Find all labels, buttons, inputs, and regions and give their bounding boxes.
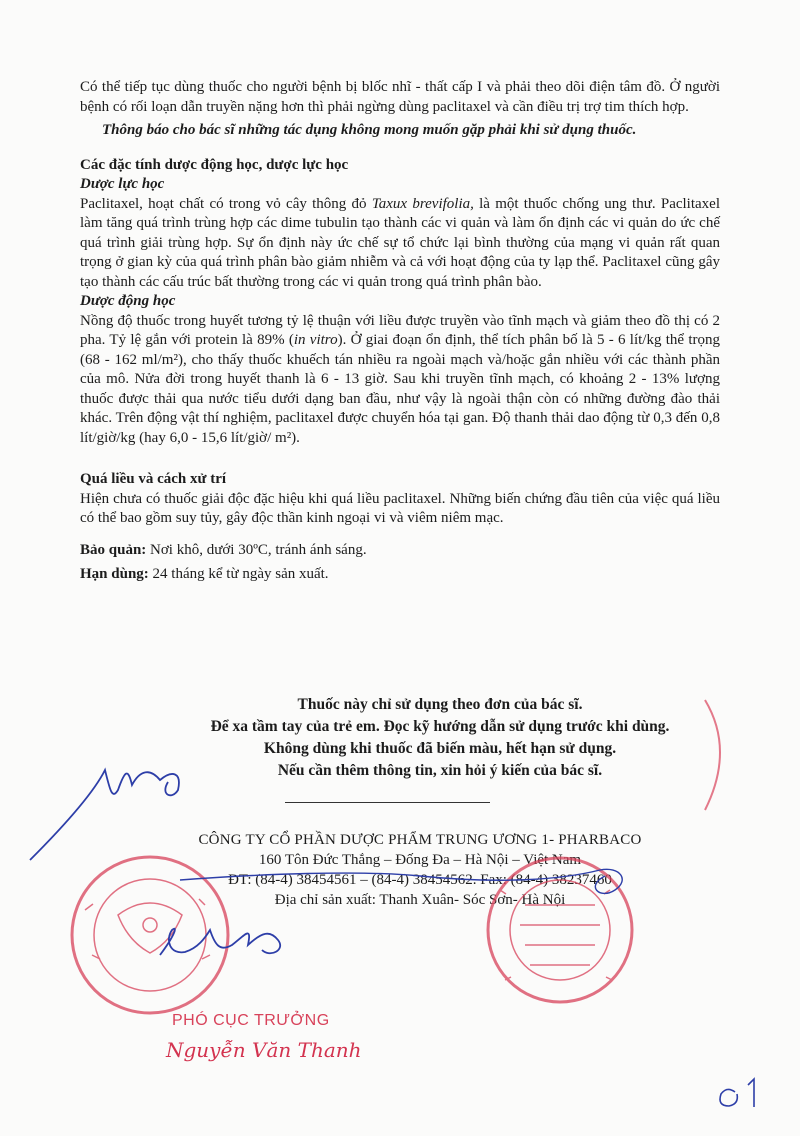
paragraph-av-block: Có thể tiếp tục dùng thuốc cho người bệnh bị blốc nhĩ - thất cấp I và phải theo dõi điện tâm đồ. Ở người bệnh có rối loạn dẫn truyền nặng hơn thì phải ngừng dùng paclitaxel và cần điều trị trợ tim thích hợp. (80, 79, 720, 115)
factory-address: Địa chỉ sản xuất: Thanh Xuân- Sóc Sơn- Hà Nội (274, 892, 566, 908)
page-number-mark (720, 1079, 754, 1107)
side-effects-notice: Thông báo cho bác sĩ những tác dụng không mong muốn gặp phải khi sử dụng thuốc. (102, 122, 637, 138)
in-vitro-term: in vitro (293, 332, 338, 348)
pk-text-part-1: Nồng độ thuốc trong huyết tương tỷ lệ thuận với liều được truyền vào tĩnh mạch và giảm theo đồ thị có 2 pha. Tỷ lệ gắn với protein là 89% ( (80, 312, 720, 348)
signer-name: Nguyễn Văn Thanh (166, 1038, 362, 1062)
expiry-value: 24 tháng kể từ ngày sản xuất. (148, 566, 329, 582)
storage-value: Nơi khô, dưới 30ºC, tránh ánh sáng. (146, 541, 367, 558)
margin-stamp-arc (705, 700, 720, 810)
storage-label: Bảo quản: (80, 541, 147, 558)
signer-title: PHÓ CỤC TRƯỞNG (172, 1012, 330, 1029)
overdose-heading: Quá liều và cách xử trí (80, 471, 227, 487)
pharmacokinetics-heading: Dược động học (80, 293, 176, 309)
species-name: Taxux brevifolia, (371, 195, 474, 212)
pharmacodynamics-heading: Dược lực học (80, 176, 165, 192)
notice-line-3: Không dùng khi thuốc đã biến màu, hết hạn sử dụng. (263, 740, 617, 757)
company-address: 160 Tôn Đức Thắng – Đống Đa – Hà Nội – Việt Nam (258, 852, 582, 868)
pk-text-part-2: ). Ở giai đoạn ổn định, thể tích phân bố là 5 - 6 lít/kg thể trọng (68 - 162 ml/m²), cho thấy thuốc khuếch tán nhiều ra ngoài mạch và/hoặc gắn nhiều với các thành phần của mô. Nửa đời trong huyết thanh là 6 - 13 giờ. Sau khi truyền tĩnh mạch, có khoảng 2 - 13% lượng thuốc được thải qua nước tiểu dưới dạng ban đầu, như vậy là ngoài thận còn có những đường đào thải khác. Trên động vật thí nghiệm, paclitaxel được chuyển hóa tại gan. Độ thanh thải dao động từ 0,3 đến 0,8 lít/giờ/kg (hay 6,0 - 15,6 lít/giờ/ m²). (80, 332, 720, 446)
company-name: CÔNG TY CỔ PHẦN DƯỢC PHẨM TRUNG ƯƠNG 1- PHARBACO (198, 832, 642, 848)
upper-signature (30, 770, 179, 860)
notice-line-2: Để xa tầm tay của trẻ em. Đọc kỹ hướng dẫn sử dụng trước khi dùng. (210, 718, 670, 735)
pd-text-part-1: Paclitaxel, hoạt chất có trong vỏ cây thông đỏ (80, 195, 372, 212)
lower-signature (160, 929, 280, 955)
notice-line-4: Nếu cần thêm thông tin, xin hỏi ý kiến của bác sĩ. (277, 762, 603, 779)
company-phone: ĐT: (84-4) 38454561 – (84-4) 38454562. Fax: (84-4) 38237460 (228, 872, 612, 888)
pd-text-part-2: là một thuốc chống ung thư. Paclitaxel làm tăng quá trình trùng hợp các dime tubulin tạo thành các vi quản và làm ổn định các vi quản do ức chế quá trình giải trùng hợp. Sự ổn định này ức chế sự tổ chức lại bình thường của mạng vi quản rất quan trọng ở gian kỳ của quá trình phân bào giảm nhiễm và cả với hoạt động của ty lạp thể. Paclitaxel cũng gây tạo thành các cấu trúc bất thường trong các vi quản trong quá trình phân bào. (80, 195, 720, 290)
notice-line-1: Thuốc này chỉ sử dụng theo đơn của bác sĩ. (297, 696, 583, 713)
expiry-label: Hạn dùng: (80, 566, 149, 582)
right-company-stamp (488, 858, 632, 1002)
pharmacology-heading: Các đặc tính dược động học, dược lực học (80, 156, 349, 173)
overdose-text: Hiện chưa có thuốc giải độc đặc hiệu khi quá liều paclitaxel. Những biến chứng đầu tiên của việc quá liều có thể bao gồm suy tủy, gây độc thần kinh ngoại vi và viêm niêm mạc. (80, 490, 720, 526)
ink-strike-line (180, 869, 622, 893)
left-official-stamp (72, 857, 228, 1013)
